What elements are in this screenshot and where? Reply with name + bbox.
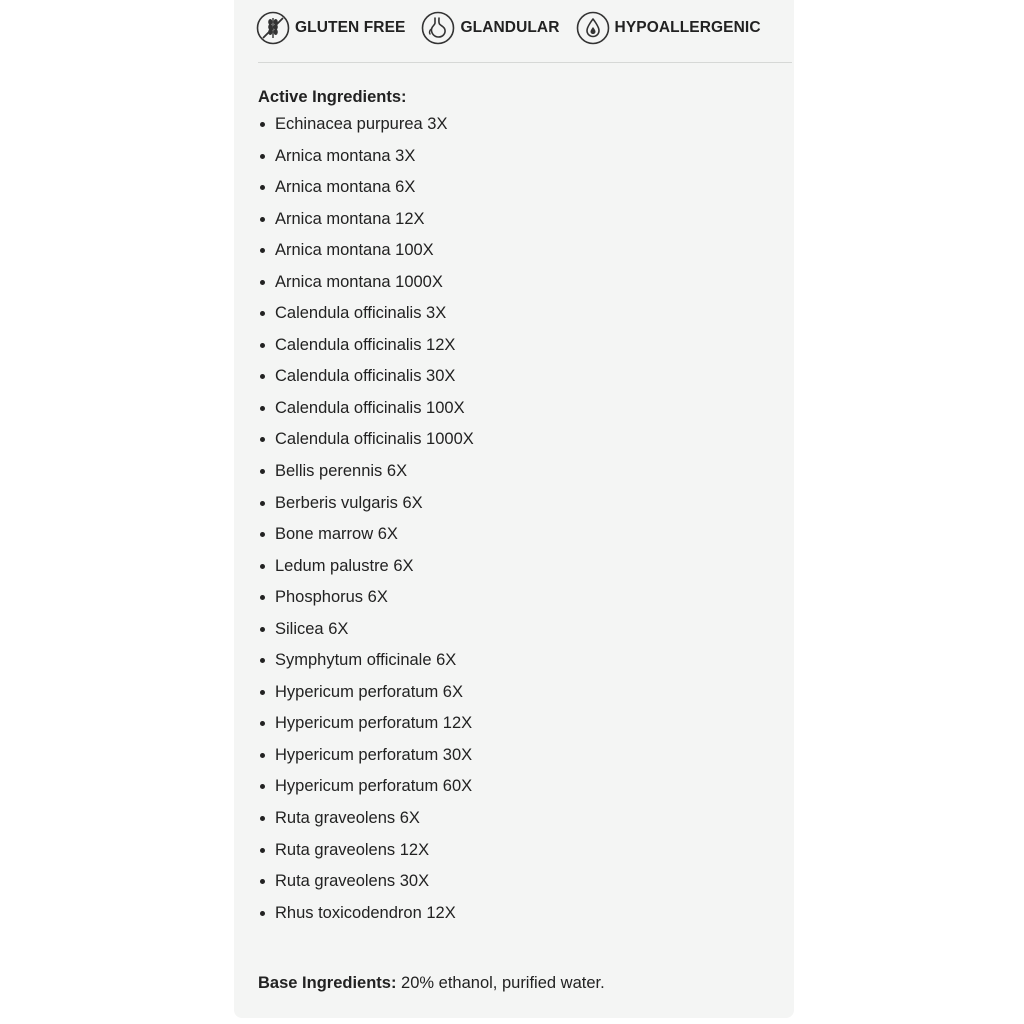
- list-item: [258, 143, 474, 175]
- ingredient-text: Ledum palustre 6X: [275, 556, 414, 575]
- bullet: [260, 343, 265, 348]
- ingredient-text: Phosphorus 6X: [275, 588, 388, 607]
- ingredient-text: Arnica montana 1000X: [275, 272, 443, 291]
- ingredient-text: Ruta graveolens 30X: [275, 872, 430, 891]
- ingredient-text: Bone marrow 6X: [275, 525, 398, 544]
- bullet: [260, 469, 265, 474]
- bullet: [260, 501, 265, 506]
- ingredient-text: Silicea 6X: [275, 619, 349, 638]
- base-ingredients-label: Base Ingredients:: [258, 974, 397, 992]
- droplet-icon: [576, 11, 610, 45]
- base-ingredients: [258, 974, 605, 993]
- bullet: [260, 185, 265, 190]
- list-item: [258, 584, 474, 616]
- bullet: [260, 532, 265, 537]
- bullet: [260, 816, 265, 821]
- list-item: [258, 300, 474, 332]
- bullet: [260, 564, 265, 569]
- list-item: [258, 490, 474, 522]
- list-item: [258, 647, 474, 679]
- list-item: [258, 553, 474, 585]
- bullet: [260, 154, 265, 159]
- bullet: [260, 627, 265, 632]
- list-item: [258, 710, 474, 742]
- badge-label: GLANDULAR: [460, 19, 560, 36]
- badge-glandular: [421, 11, 559, 45]
- list-item: [258, 111, 474, 143]
- bullet: [260, 848, 265, 853]
- active-ingredients-list: [258, 111, 474, 931]
- list-item: [258, 363, 474, 395]
- ingredient-text: Calendula officinalis 3X: [275, 304, 447, 323]
- bullet: [260, 437, 265, 442]
- badge-hypoallergenic: [576, 11, 761, 45]
- ingredient-text: Hypericum perforatum 30X: [275, 745, 473, 764]
- bullet: [260, 658, 265, 663]
- list-item: [258, 805, 474, 837]
- list-item: [258, 237, 474, 269]
- list-item: [258, 900, 474, 932]
- badge-gluten-free: [256, 11, 405, 45]
- list-item: [258, 616, 474, 648]
- list-item: [258, 868, 474, 900]
- bullet: [260, 248, 265, 253]
- ingredient-text: Arnica montana 3X: [275, 146, 416, 165]
- list-item: [258, 679, 474, 711]
- ingredient-text: Symphytum officinale 6X: [275, 651, 457, 670]
- ingredient-text: Berberis vulgaris 6X: [275, 493, 423, 512]
- badge-label: GLUTEN FREE: [295, 19, 406, 36]
- base-ingredients-value: 20% ethanol, purified water.: [396, 974, 605, 992]
- ingredient-text: Hypericum perforatum 12X: [275, 714, 473, 733]
- bullet: [260, 690, 265, 695]
- list-item: [258, 174, 474, 206]
- wheat-crossed-icon: [256, 11, 290, 45]
- list-item: [258, 206, 474, 238]
- ingredient-text: Echinacea purpurea 3X: [275, 115, 448, 133]
- bullet: [260, 879, 265, 884]
- bullet: [260, 721, 265, 726]
- bullet: [260, 784, 265, 789]
- bullet: [260, 911, 265, 916]
- ingredient-text: Bellis perennis 6X: [275, 462, 408, 481]
- ingredient-text: Calendula officinalis 100X: [275, 398, 465, 417]
- ingredient-text: Hypericum perforatum 6X: [275, 682, 463, 701]
- list-item: [258, 742, 474, 774]
- ingredient-text: Calendula officinalis 12X: [275, 335, 456, 354]
- ingredient-text: Calendula officinalis 30X: [275, 367, 456, 386]
- stomach-icon: [421, 11, 455, 45]
- ingredient-text: Ruta graveolens 12X: [275, 840, 430, 859]
- list-item: [258, 521, 474, 553]
- list-item: [258, 395, 474, 427]
- bullet: [260, 280, 265, 285]
- list-item: [258, 332, 474, 364]
- bullet: [260, 217, 265, 222]
- ingredient-text: Arnica montana 12X: [275, 209, 425, 228]
- list-item: [258, 269, 474, 301]
- bullet: [260, 595, 265, 600]
- badge-row: [256, 10, 777, 46]
- list-item: [258, 426, 474, 458]
- bullet: [260, 374, 265, 379]
- ingredient-text: Arnica montana 100X: [275, 241, 434, 260]
- bullet: [260, 753, 265, 758]
- ingredient-text: Hypericum perforatum 60X: [275, 777, 473, 796]
- bullet: [260, 122, 265, 127]
- list-item: [258, 773, 474, 805]
- bullet: [260, 406, 265, 411]
- ingredient-text: Ruta graveolens 6X: [275, 809, 420, 828]
- ingredient-text: Rhus toxicodendron 12X: [275, 903, 456, 922]
- list-item: [258, 458, 474, 490]
- list-item: [258, 837, 474, 869]
- active-ingredients-heading: Active Ingredients:: [258, 88, 407, 106]
- bullet: [260, 311, 265, 316]
- badge-label: HYPOALLERGENIC: [614, 19, 761, 36]
- ingredient-text: Arnica montana 6X: [275, 178, 416, 197]
- ingredient-text: Calendula officinalis 1000X: [275, 430, 474, 449]
- divider: [258, 62, 792, 63]
